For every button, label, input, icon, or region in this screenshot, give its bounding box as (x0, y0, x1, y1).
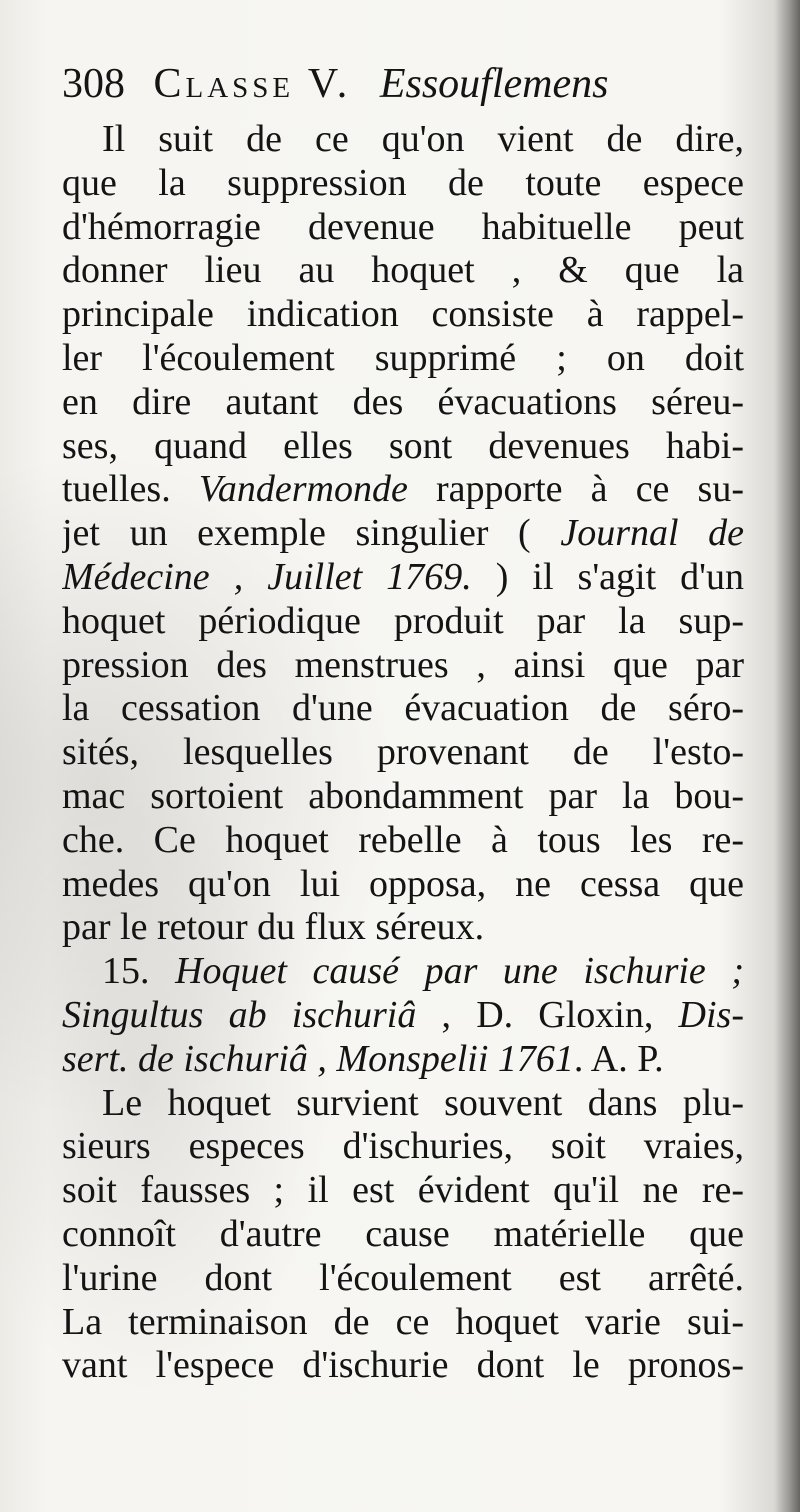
text-segment: d'hémorragie devenue habituelle peut (62, 205, 744, 248)
text-line (62, 906, 744, 950)
body-text (62, 118, 744, 1388)
text-segment: medes qu'on lui opposa, ne cessa que (62, 862, 744, 905)
text-line (62, 1257, 744, 1301)
text-segment: ses, quand elles sont devenues habi- (62, 424, 744, 467)
text-line (62, 731, 744, 775)
text-segment: l'urine dont l'écoulement est arrêté. (62, 1256, 744, 1299)
text-line (62, 468, 744, 512)
text-line (62, 1344, 744, 1388)
text-segment: la cessation d'une évacuation de séro- (62, 687, 744, 730)
text-segment: ) il s'agit d'un (471, 555, 744, 598)
text-line (62, 775, 744, 819)
text-segment: che. Ce hoquet rebelle à tous les re- (62, 818, 744, 861)
text-segment: sités, lesquelles provenant de l'esto- (62, 731, 744, 774)
text-segment: soit fausses ; il est évident qu'il ne re- (62, 1169, 744, 1212)
text-line (62, 381, 744, 425)
text-line (62, 425, 744, 469)
text-segment: tuelles. (62, 468, 199, 511)
text-segment: La terminaison de ce hoquet varie sui- (62, 1300, 744, 1343)
text-line (62, 249, 744, 293)
text-segment: jet un exemple singulier ( (62, 512, 561, 555)
italic-text: Journal de (560, 512, 744, 555)
page-number: 308 (62, 61, 125, 107)
text-line (62, 206, 744, 250)
text-segment: hoquet périodique produit par la sup- (62, 599, 744, 642)
text-line (62, 994, 744, 1038)
text-segment: en dire autant des évacuations séreu- (62, 380, 744, 423)
text-segment: 15. (102, 950, 176, 993)
text-line (62, 863, 744, 907)
italic-text: Médecine , Juillet 1769. (62, 555, 472, 598)
text-line (62, 337, 744, 381)
text-line (62, 512, 744, 556)
italic-text: Singultus ab ischuriâ (62, 993, 417, 1036)
text-line (62, 600, 744, 644)
italic-text: Vandermonde (198, 468, 408, 511)
text-segment: donner lieu au hoquet , & que la (62, 249, 744, 292)
text-line (62, 1125, 744, 1169)
text-line (62, 1213, 744, 1257)
text-segment: Le hoquet survient souvent dans plu- (102, 1081, 744, 1124)
text-segment: principale indication consiste à rappel- (62, 293, 744, 336)
text-line (62, 819, 744, 863)
text-line (62, 162, 744, 206)
text-line (62, 1038, 744, 1082)
text-segment: . A. P. (573, 1037, 664, 1080)
text-segment: connoît d'autre cause matérielle que (62, 1212, 744, 1255)
text-segment: que la suppression de toute espece (62, 161, 744, 204)
text-segment: , D. Gloxin, (416, 993, 679, 1036)
running-title: Essouflemens (379, 61, 609, 107)
italic-text: sert. de ischuriâ , Monspelii 1761 (62, 1037, 574, 1080)
text-line (62, 644, 744, 688)
section-label: Classe V. (153, 61, 352, 107)
text-segment: vant l'espece d'ischurie dont le pronos- (62, 1344, 744, 1387)
text-segment: pression des menstrues , ainsi que par (62, 643, 744, 686)
text-segment: ler l'écoulement supprimé ; on doit (62, 336, 744, 379)
text-line (62, 950, 744, 994)
text-line (62, 687, 744, 731)
text-segment: sieurs especes d'ischuries, soit vraies, (62, 1125, 744, 1168)
italic-text: Dis- (678, 993, 744, 1036)
text-line (62, 293, 744, 337)
text-line (62, 1301, 744, 1345)
text-line (62, 556, 744, 600)
text-line (62, 1169, 744, 1213)
running-header (62, 54, 762, 114)
text-segment: mac sortoient abondamment par la bou- (62, 774, 744, 817)
text-line (62, 118, 744, 162)
italic-text: Hoquet causé par une ischurie ; (175, 950, 744, 993)
text-line (62, 1082, 744, 1126)
text-segment: Il suit de ce qu'on vient de dire, (102, 118, 744, 160)
text-segment: par le retour du flux séreux. (62, 906, 485, 949)
page-edge-shadow (774, 0, 800, 1512)
text-segment: rapporte à ce su- (407, 468, 744, 511)
